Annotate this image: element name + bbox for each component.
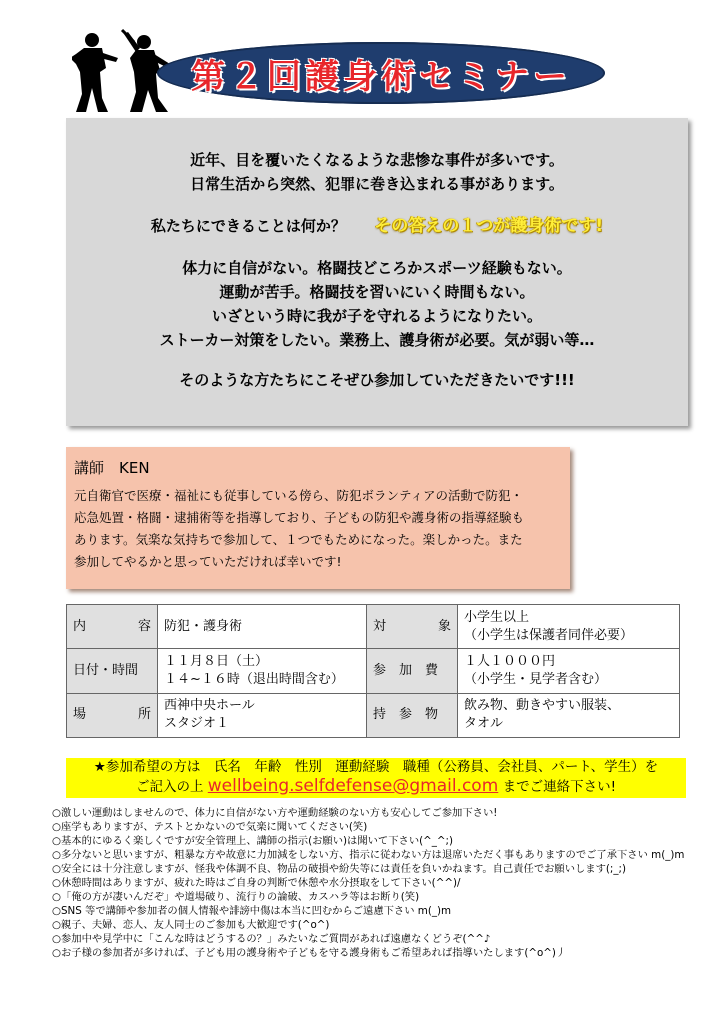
list-item: ○参加中や見学中に「こんな時はどうするの？」みたいなご質問があれば遠慮なくどうぞ(^^♪ bbox=[52, 933, 491, 945]
date-value: １１月８日（土） １４~１６時（退出時間含む） bbox=[158, 649, 367, 693]
table-row bbox=[67, 605, 680, 649]
place-label: 場 所 bbox=[67, 693, 158, 737]
instructor-line-1: 元自衛官で医療・福祉にも従事している傍ら、防犯ボランティアの活動で防犯・ bbox=[74, 488, 524, 503]
target-label: 対 象 bbox=[367, 605, 458, 649]
intro-line-1: 近年、目を覆いたくなるような悲惨な事件が多いです。 bbox=[190, 151, 564, 169]
info-table bbox=[66, 604, 680, 738]
list-item: ○休憩時間はありますが、疲れた時はご自身の判断で休憩や水分摂取をして下さい(^^)/ bbox=[52, 877, 461, 889]
list-item: ○親子、夫婦、恋人、友人同士のご参加も大歓迎です(^o^) bbox=[52, 919, 330, 931]
content-label: 内 容 bbox=[67, 605, 158, 649]
bring-label: 持 参 物 bbox=[367, 693, 458, 737]
instructor-title: 講師 KEN bbox=[74, 459, 150, 477]
instructor-bio bbox=[74, 485, 564, 573]
table-row bbox=[67, 693, 680, 737]
list-item: ○多分ないと思いますが、粗暴な方や故意に力加減をしない方、指示に従わない方は退席いただく事もありますのでご了承下さい m(_)m bbox=[52, 849, 685, 861]
list-item: ○安全には十分注意しますが、怪我や体調不良、物品の破損や紛失等には責任を負いかねます。自己責任でお願いします(;_;) bbox=[52, 863, 627, 875]
notes-list bbox=[52, 806, 692, 960]
intro-line-4: 体力に自信がない。格闘技どころかスポーツ経験もない。 bbox=[182, 259, 572, 277]
instructor-line-4: 参加してやるかと思っていただければ幸いです! bbox=[74, 554, 342, 569]
intro-question: 私たちにできることは何か？ bbox=[150, 217, 346, 235]
intro-answer: その答えの１つが護身術です! bbox=[374, 216, 604, 236]
contact-prefix: ご記入の上 bbox=[135, 779, 204, 795]
content-value: 防犯・護身術 bbox=[158, 605, 367, 649]
intro-line-8: そのような方たちにこそぜひ参加していただきたいです!!! bbox=[179, 371, 575, 389]
list-item: ○SNS 等で講師や参加者の個人情報や誹謗中傷は本当に凹むからご遠慮下さい m(_)m bbox=[52, 905, 452, 917]
instructor-line-3: あります。気楽な気持ちで参加して、１つでもためになった。楽しかった。また bbox=[74, 532, 523, 547]
intro-line-7: ストーカー対策をしたい。業務上、護身術が必要。気が弱い等… bbox=[159, 331, 595, 349]
instructor-line-2: 応急処置・格闘・逮捕術等を指導しており、子どもの防犯や護身術の指導経験も bbox=[74, 510, 525, 525]
list-item: ○激しい運動はしませんので、体力に自信がない方や運動経験のない方も安心してご参加下さい! bbox=[52, 807, 498, 819]
intro-line-5: 運動が苦手。格闘技を習いにいく時間もない。 bbox=[219, 283, 535, 301]
list-item: ○基本的にゆるく楽しくですが安全管理上、講師の指示(お願い)は聞いて下さい(^_^;) bbox=[52, 835, 454, 847]
intro-line-6: いざという時に我が子を守れるようになりたい。 bbox=[211, 307, 542, 325]
place-value: 西神中央ホール スタジオ１ bbox=[158, 693, 367, 737]
fee-label: 参 加 費 bbox=[367, 649, 458, 693]
list-item: ○「俺の方が凄いんだぞ」や道場破り、流行りの論破、カスハラ等はお断り(笑) bbox=[52, 891, 420, 903]
target-value: 小学生以上 （小学生は保護者同伴必要） bbox=[458, 605, 680, 649]
intro-box bbox=[66, 118, 688, 426]
fee-value: １人１０００円 （小学生・見学者含む） bbox=[458, 649, 680, 693]
contact-suffix: までご連絡下さい! bbox=[502, 779, 616, 795]
contact-email-link[interactable]: wellbeing.selfdefense@gmail.com bbox=[207, 776, 499, 796]
intro-line-2: 日常生活から突然、犯罪に巻き込まれる事があります。 bbox=[190, 175, 564, 193]
contact-banner bbox=[66, 758, 686, 798]
list-item: ○お子様の参加者が多ければ、子ども用の護身術や子どもを守る護身術もご希望あれば指導いたします(^o^)丿 bbox=[52, 947, 567, 959]
bring-value: 飲み物、動きやすい服装、 タオル bbox=[458, 693, 680, 737]
contact-line-1: ★参加希望の方は 氏名 年齢 性別 運動経験 職種（公務員、会社員、パート、学生）を bbox=[93, 759, 659, 775]
page-title: 第２回護身術セミナー bbox=[191, 56, 571, 97]
instructor-box bbox=[66, 447, 570, 589]
table-row bbox=[67, 649, 680, 693]
date-label: 日付・時間 bbox=[67, 649, 158, 693]
list-item: ○座学もありますが、テストとかないので気楽に聞いてください(笑) bbox=[52, 821, 368, 833]
